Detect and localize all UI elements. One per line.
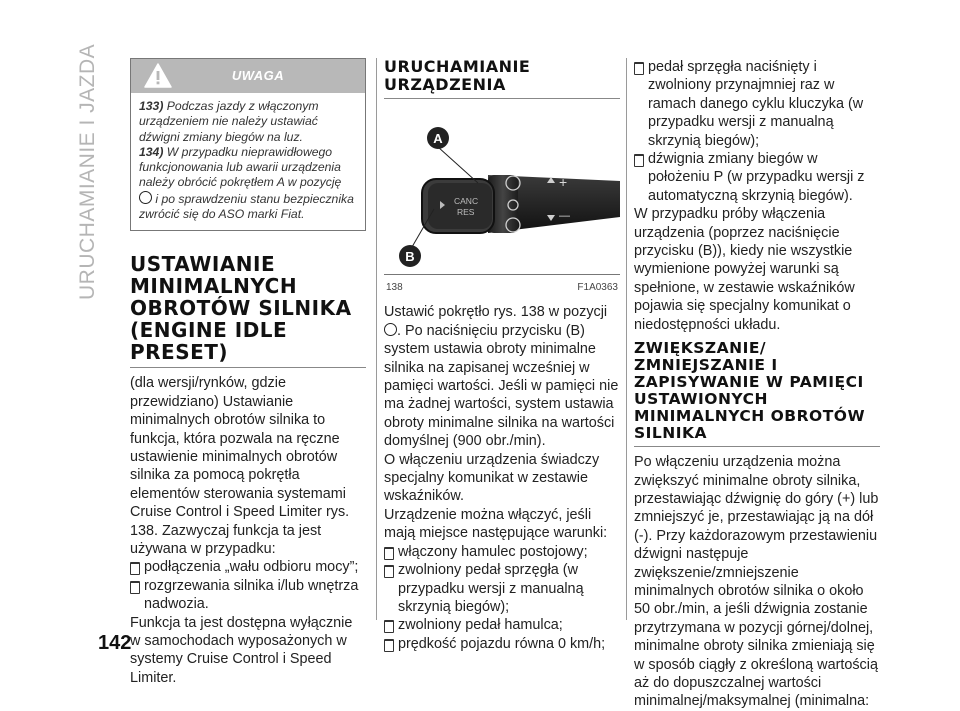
list-item: dźwignia zmiany biegów w położeniu P (w przypadku wersji z automatyczną skrzynią biegów).	[634, 150, 880, 205]
list-item: prędkość pojazdu równa 0 km/h;	[384, 635, 620, 653]
section-heading: USTAWIANIE MINIMALNYCH OBROTÓW SILNIKA (ENGINE IDLE PRESET)	[130, 253, 366, 368]
column-3	[634, 58, 880, 711]
list-item: pedał sprzęgła naciśnięty i zwolniony przynajmniej raz w ramach danego cyklu kluczyka (w przypadku wersji z manualną skrzynią biegów);	[634, 58, 880, 150]
warning-triangle-icon	[143, 62, 173, 89]
svg-text:—: —	[559, 210, 570, 222]
paragraph: Ustawić pokrętło rys. 138 w pozycji . Po naciśnięciu przycisku (B) system ustawia obroty minimalne silnika na zapisanej wcześniej w pamięci wartości. Jeśli w pamięci nie ma żadnej wartości, system ustawia obroty minimalne silnika na wartości domyślnej (900 obr./min).	[384, 304, 619, 450]
paragraph: (dla wersji/rynków, gdzie przewidziano) Ustawianie minimalnych obrotów silnika to funkcja, która pozwala na ręczne ustawienie minimalnych obrotów silnika za pomocą pokrętła elementów sterowania systemami Cruise Control i Speed Limiter rys. 138. Zazwyczaj funkcja ta jest używana w przypadku:	[130, 375, 350, 558]
svg-text:+: +	[559, 174, 568, 190]
column-divider	[376, 58, 377, 620]
warning-item: 134) W przypadku nieprawidłowego funkcjonowania lub awarii urządzenia należy obrócić pokrętłem A w pozycję i po sprawdzeniu stanu bezpiecznika zwrócić się do ASO marki Fiat.	[139, 144, 354, 222]
section-heading: ZWIĘKSZANIE/ ZMNIEJSZANIE I ZAPISYWANIE W PAMIĘCI USTAWIONYCH MINIMALNYCH OBROTÓW SILNIKA	[634, 340, 880, 447]
svg-text:CANC: CANC	[454, 196, 479, 206]
paragraph: O włączeniu urządzenia świadczy specjalny komunikat w zestawie wskaźników.	[384, 451, 600, 505]
list-item: włączony hamulec postojowy;	[384, 543, 620, 561]
warning-box	[130, 58, 366, 231]
column-1	[130, 58, 366, 687]
column-divider	[626, 58, 627, 620]
svg-text:B: B	[405, 249, 415, 264]
list-item: podłączenia „wału odbioru mocy”;	[130, 558, 366, 576]
warning-title: UWAGA	[231, 67, 285, 83]
list-item: zwolniony pedał hamulca;	[384, 616, 620, 634]
cruise-lever-illustration	[384, 105, 620, 275]
section-heading: URUCHAMIANIE URZĄDZENIA	[384, 58, 620, 99]
figure-caption	[384, 279, 620, 297]
figure-number: 138	[386, 282, 403, 293]
warning-item: 133) Podczas jazdy z włączonym urządzeniem nie należy ustawiać dźwigni zmiany biegów na luz.	[139, 99, 319, 144]
knob-off-position-icon	[139, 191, 152, 204]
list-item: zwolniony pedał sprzęgła (w przypadku wersji z manualną skrzynią biegów);	[384, 561, 620, 616]
paragraph: Urządzenie można włączyć, jeśli mają miejsce następujące warunki:	[384, 506, 608, 542]
warning-body	[131, 93, 365, 230]
paragraph: Funkcja ta jest dostępna wyłącznie w samochodach wyposażonych w systemy Cruise Control i Speed Limiter.	[130, 614, 353, 686]
column-2	[384, 58, 620, 653]
paragraph: W przypadku próby włączenia urządzenia (poprzez naciśnięcie przycisku (B)), kiedy nie wszystkie wymienione powyżej warunki są spełnione, w zestawie wskaźników pojawia się specjalny komunikat o niedostępności układu.	[634, 206, 855, 333]
page-number: 142	[98, 632, 132, 654]
figure-cruise-control-lever	[384, 105, 620, 275]
list-item: rozgrzewania silnika i/lub wnętrza nadwozia.	[130, 577, 366, 614]
figure-code: F1A0363	[577, 282, 618, 293]
paragraph: Po włączeniu urządzenia można zwiększyć minimalne obroty silnika, przestawiając dźwignię do góry (+) lub zmniejszyć je, przestawiając ją na dół (-). Przy każdorazowym przestawieniu dźwigni następuje zwiększenie/zmniejszenie minimalnych obrotów silnika o około 50 obr./min, a jeśli dźwignia zostanie przytrzymana w pozycji górnej/dolnej, minimalne obroty silnika zmieniają się w sposób ciągły z określoną wartością aż do dopuszczalnej wartości minimalnej/maksymalnej (minimalna:	[634, 454, 879, 710]
warning-header	[131, 59, 365, 93]
svg-text:RES: RES	[457, 207, 475, 217]
knob-off-position-icon	[384, 323, 397, 336]
svg-text:A: A	[433, 131, 443, 146]
